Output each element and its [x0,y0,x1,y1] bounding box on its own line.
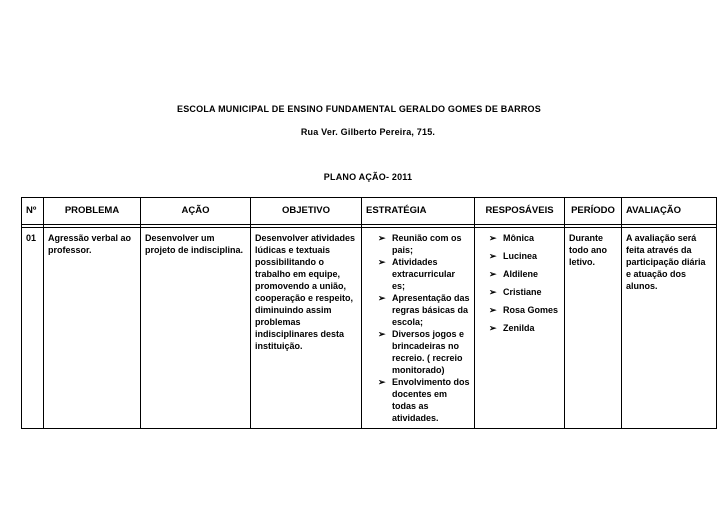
arrow-bullet-icon: ➢ [489,287,497,297]
col-header-responsaveis: RESPOSÁVEIS [475,198,565,225]
cell-estrategia [362,228,475,429]
list-item: ➢ Envolvimento dos docentes em todas as atividades. [378,377,470,423]
cell-acao: Desenvolver um projeto de indisciplina. [141,228,251,429]
arrow-bullet-icon: ➢ [378,293,386,303]
arrow-bullet-icon: ➢ [489,233,497,243]
col-header-periodo: PERÍODO [565,198,622,225]
estrategia-list [378,232,470,424]
school-address: Rua Ver. Gilberto Pereira, 715. [300,127,436,137]
col-header-objetivo: OBJETIVO [251,198,362,225]
col-header-acao: AÇÃO [141,198,251,225]
list-item: ➢ Rosa Gomes [489,305,559,315]
col-header-estrategia: ESTRATÉGIA [362,198,475,225]
list-item: ➢ Diversos jogos e brincadeiras no recreio. ( recreio monitorado) [378,329,465,375]
list-item: ➢ Aldilene [489,269,539,279]
list-item: ➢ Mônica [489,233,535,243]
cell-periodo: Durante todo ano letivo. [565,228,622,429]
arrow-bullet-icon: ➢ [489,305,497,315]
arrow-bullet-icon: ➢ [378,377,386,387]
col-header-number: Nº [22,198,44,225]
table-row [22,228,717,429]
responsaveis-list [489,232,560,334]
list-item: ➢ Apresentação das regras básicas da escola; [378,293,470,327]
list-item: ➢ Atividades extracurricular es; [378,257,456,291]
col-header-avaliacao: AVALIAÇÃO [622,198,717,225]
arrow-bullet-icon: ➢ [378,233,386,243]
cell-avaliacao: A avaliação será feita através da participação diária e atuação dos alunos. [622,228,717,429]
school-name: ESCOLA MUNICIPAL DE ENSINO FUNDAMENTAL GERALDO GOMES DE BARROS [177,104,541,114]
arrow-bullet-icon: ➢ [378,257,386,267]
list-item: ➢ Reunião com os pais; [378,233,462,255]
action-plan-table [21,197,717,429]
list-item: ➢ Lucinea [489,251,538,261]
arrow-bullet-icon: ➢ [489,323,497,333]
arrow-bullet-icon: ➢ [489,269,497,279]
arrow-bullet-icon: ➢ [378,329,386,339]
cell-problema: Agressão verbal ao professor. [44,228,141,429]
cell-objetivo: Desenvolver atividades lúdicas e textuais possibilitando o trabalho em equipe, promovendo a união, cooperação e respeito, diminuindo assim problemas indisciplinares desta instituição. [251,228,362,429]
list-item: ➢ Zenilda [489,323,535,333]
cell-number: 01 [22,228,44,429]
arrow-bullet-icon: ➢ [489,251,497,261]
col-header-problema: PROBLEMA [44,198,141,225]
cell-responsaveis [475,228,565,429]
list-item: ➢ Cristiane [489,287,542,297]
table-header-row [22,198,717,225]
plan-title: PLANO AÇÃO- 2011 [323,172,413,182]
